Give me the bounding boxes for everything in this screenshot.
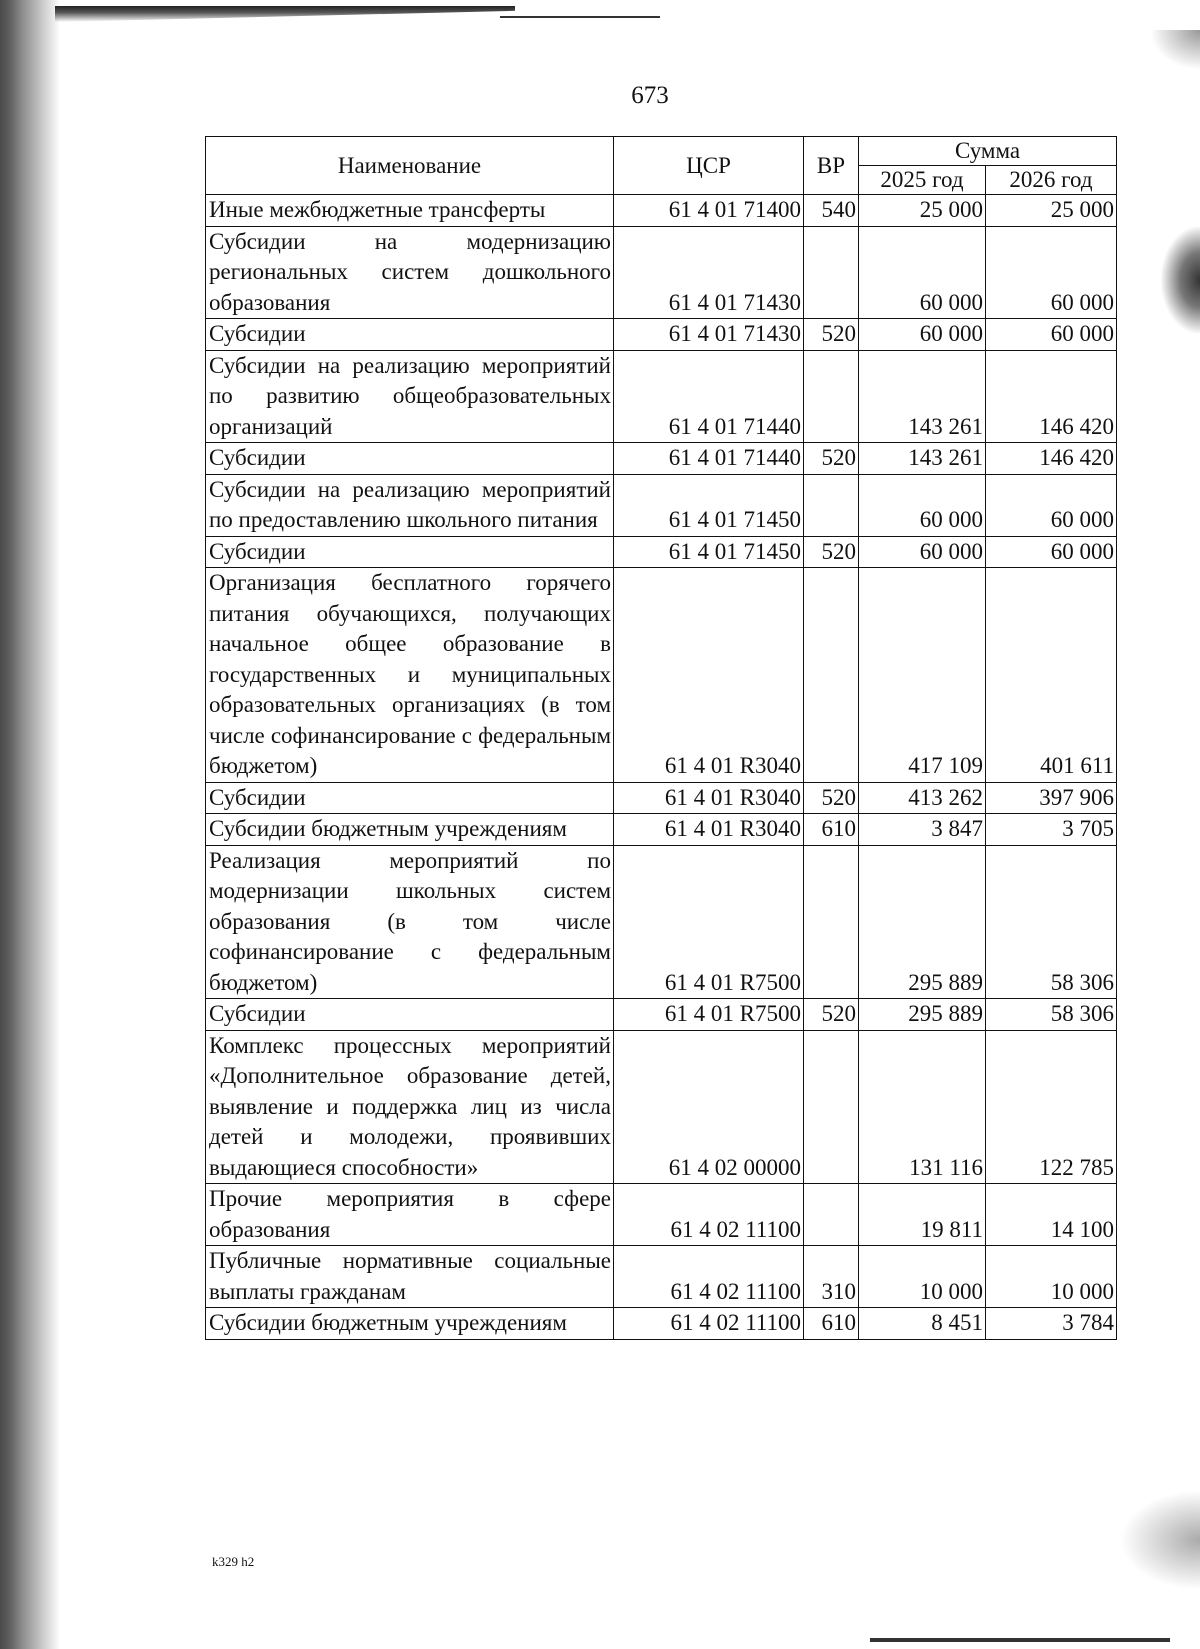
row-sum-2026: 401 611	[986, 568, 1117, 783]
row-sum-2025: 8 451	[859, 1308, 986, 1340]
row-csr: 61 4 02 11100	[614, 1184, 804, 1246]
row-csr: 61 4 01 R3040	[614, 568, 804, 783]
row-sum-2025: 60 000	[859, 226, 986, 319]
row-name: Субсидии бюджетным учреждениям	[206, 1308, 614, 1340]
row-csr: 61 4 01 R7500	[614, 845, 804, 999]
row-vr: 610	[804, 814, 859, 846]
row-name: Субсидии на реализацию мероприятий по развитию общеобразовательных организаций	[206, 350, 614, 443]
row-sum-2025: 60 000	[859, 536, 986, 568]
row-sum-2026: 60 000	[986, 536, 1117, 568]
row-vr: 520	[804, 782, 859, 814]
row-sum-2025: 143 261	[859, 443, 986, 475]
table-row	[206, 568, 1117, 783]
row-sum-2025: 413 262	[859, 782, 986, 814]
row-csr: 61 4 01 R3040	[614, 782, 804, 814]
table-row	[206, 1030, 1117, 1184]
table-row	[206, 1246, 1117, 1308]
row-vr	[804, 350, 859, 443]
scan-edge-left	[0, 0, 70, 1649]
row-csr: 61 4 01 71430	[614, 226, 804, 319]
row-sum-2026: 58 306	[986, 845, 1117, 999]
budget-table	[205, 136, 1117, 1340]
table-row	[206, 195, 1117, 227]
row-name: Организация бесплатного горячего питания обучающихся, получающих начальное общее образование в государственных и муниципальных образовательных организациях (в том числе софинансирование с федеральным бюджетом)	[206, 568, 614, 783]
row-vr: 520	[804, 319, 859, 351]
table-row	[206, 1184, 1117, 1246]
row-sum-2025: 131 116	[859, 1030, 986, 1184]
row-name: Субсидии на модернизацию региональных систем дошкольного образования	[206, 226, 614, 319]
scan-right-smudge	[1160, 225, 1200, 335]
row-csr: 61 4 01 71450	[614, 474, 804, 536]
table-row	[206, 999, 1117, 1031]
row-name: Реализация мероприятий по модернизации школьных систем образования (в том числе софинансирование с федеральным бюджетом)	[206, 845, 614, 999]
row-name: Субсидии	[206, 999, 614, 1031]
row-vr: 520	[804, 443, 859, 475]
table-row	[206, 845, 1117, 999]
row-name: Иные межбюджетные трансферты	[206, 195, 614, 227]
row-name: Публичные нормативные социальные выплаты гражданам	[206, 1246, 614, 1308]
scan-top-line	[500, 16, 660, 18]
row-sum-2025: 60 000	[859, 319, 986, 351]
row-vr	[804, 226, 859, 319]
row-vr	[804, 568, 859, 783]
row-sum-2026: 25 000	[986, 195, 1117, 227]
table-row	[206, 226, 1117, 319]
row-csr: 61 4 01 71440	[614, 350, 804, 443]
row-sum-2026: 10 000	[986, 1246, 1117, 1308]
row-sum-2026: 3 784	[986, 1308, 1117, 1340]
scan-top-artifact	[55, 6, 515, 22]
table-row	[206, 782, 1117, 814]
row-vr	[804, 1030, 859, 1184]
table-row	[206, 443, 1117, 475]
scan-bottom-line	[870, 1638, 1170, 1642]
row-sum-2026: 122 785	[986, 1030, 1117, 1184]
row-sum-2026: 3 705	[986, 814, 1117, 846]
table-body	[206, 195, 1117, 1340]
header-vr: ВР	[804, 137, 859, 195]
table-row	[206, 814, 1117, 846]
header-year-2026: 2026 год	[986, 166, 1117, 195]
row-name: Субсидии	[206, 319, 614, 351]
row-sum-2025: 10 000	[859, 1246, 986, 1308]
row-sum-2026: 60 000	[986, 474, 1117, 536]
row-name: Субсидии бюджетным учреждениям	[206, 814, 614, 846]
row-sum-2025: 60 000	[859, 474, 986, 536]
row-vr: 520	[804, 999, 859, 1031]
row-sum-2026: 58 306	[986, 999, 1117, 1031]
table-row	[206, 319, 1117, 351]
row-name: Субсидии	[206, 782, 614, 814]
row-csr: 61 4 02 11100	[614, 1246, 804, 1308]
row-sum-2025: 3 847	[859, 814, 986, 846]
row-vr: 520	[804, 536, 859, 568]
row-vr: 310	[804, 1246, 859, 1308]
row-sum-2026: 60 000	[986, 226, 1117, 319]
row-csr: 61 4 01 71400	[614, 195, 804, 227]
row-name: Субсидии	[206, 536, 614, 568]
row-csr: 61 4 01 71450	[614, 536, 804, 568]
row-sum-2025: 143 261	[859, 350, 986, 443]
row-vr: 540	[804, 195, 859, 227]
row-csr: 61 4 01 R3040	[614, 814, 804, 846]
row-csr: 61 4 01 71440	[614, 443, 804, 475]
row-sum-2025: 25 000	[859, 195, 986, 227]
header-csr: ЦСР	[614, 137, 804, 195]
scan-bottom-right-artifact	[1120, 1490, 1200, 1590]
row-sum-2026: 146 420	[986, 443, 1117, 475]
row-sum-2025: 295 889	[859, 999, 986, 1031]
row-sum-2025: 19 811	[859, 1184, 986, 1246]
row-sum-2025: 295 889	[859, 845, 986, 999]
table-row	[206, 1308, 1117, 1340]
row-csr: 61 4 01 71430	[614, 319, 804, 351]
row-name: Субсидии	[206, 443, 614, 475]
row-csr: 61 4 02 00000	[614, 1030, 804, 1184]
row-name: Субсидии на реализацию мероприятий по предоставлению школьного питания	[206, 474, 614, 536]
table-row	[206, 474, 1117, 536]
row-sum-2026: 60 000	[986, 319, 1117, 351]
row-vr	[804, 474, 859, 536]
page-number: 673	[631, 82, 669, 109]
row-sum-2026: 397 906	[986, 782, 1117, 814]
row-csr: 61 4 02 11100	[614, 1308, 804, 1340]
row-vr: 610	[804, 1308, 859, 1340]
header-name: Наименование	[206, 137, 614, 195]
table-row	[206, 350, 1117, 443]
scan-right-top-artifact	[1150, 30, 1200, 70]
header-sum: Сумма	[859, 137, 1117, 166]
row-vr	[804, 1184, 859, 1246]
table-row	[206, 536, 1117, 568]
row-name: Комплекс процессных мероприятий «Дополнительное образование детей, выявление и поддержка лиц из числа детей и молодежи, проявивших выдающиеся способности»	[206, 1030, 614, 1184]
row-sum-2025: 417 109	[859, 568, 986, 783]
footer-code: k329 h2	[212, 1554, 255, 1569]
row-sum-2026: 14 100	[986, 1184, 1117, 1246]
row-csr: 61 4 01 R7500	[614, 999, 804, 1031]
header-year-2025: 2025 год	[859, 166, 986, 195]
row-sum-2026: 146 420	[986, 350, 1117, 443]
row-name: Прочие мероприятия в сфере образования	[206, 1184, 614, 1246]
row-vr	[804, 845, 859, 999]
